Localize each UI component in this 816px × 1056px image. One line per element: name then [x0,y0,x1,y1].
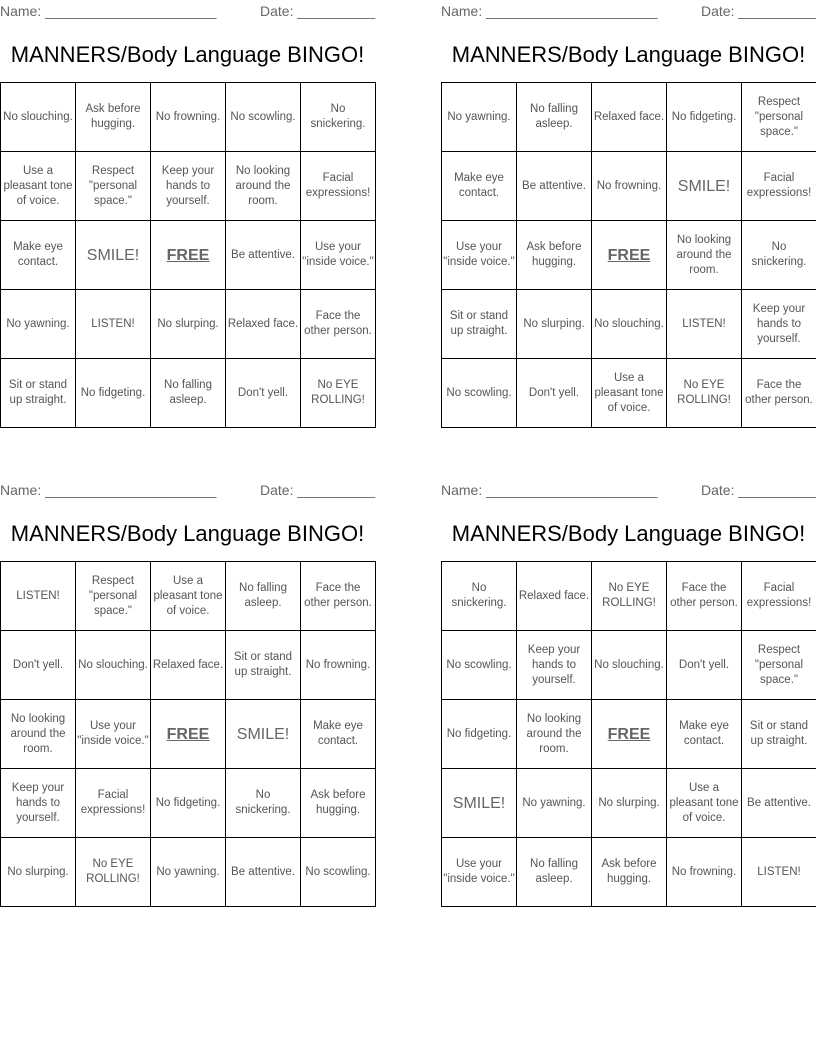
card-title: MANNERS/Body Language BINGO! [10,521,365,546]
bingo-row [442,359,816,428]
name-field-label: Name: ______________________ [441,482,658,498]
bingo-cell: No slouching. [76,631,151,700]
bingo-grid [0,82,376,428]
bingo-cell: Keep your hands to yourself. [151,152,226,221]
bingo-cell: Sit or stand up straight. [442,290,517,359]
bingo-cell: LISTEN! [76,290,151,359]
free-space-cell: FREE [592,700,667,769]
bingo-cell: Ask before hugging. [301,769,376,838]
card-title: MANNERS/Body Language BINGO! [10,42,365,67]
bingo-cell: Make eye contact. [1,221,76,290]
bingo-cell: No looking around the room. [1,700,76,769]
bingo-cell: No scowling. [301,838,376,907]
bingo-cell: Respect "personal space." [76,562,151,631]
bingo-cell: SMILE! [226,700,301,769]
card-header [441,0,816,22]
bingo-cell: Sit or stand up straight. [742,700,816,769]
bingo-cell: No falling asleep. [226,562,301,631]
bingo-cell: No snickering. [226,769,301,838]
bingo-cell: No frowning. [592,152,667,221]
bingo-cell: Keep your hands to yourself. [517,631,592,700]
bingo-card-2 [441,0,816,428]
free-space-cell: FREE [151,700,226,769]
bingo-cell: No slurping. [592,769,667,838]
bingo-cell: LISTEN! [742,838,816,907]
bingo-cell: SMILE! [442,769,517,838]
bingo-cell: Be attentive. [226,838,301,907]
bingo-cell: No fidgeting. [667,83,742,152]
bingo-cell: LISTEN! [667,290,742,359]
bingo-cell: Facial expressions! [301,152,376,221]
bingo-cell: No fidgeting. [151,769,226,838]
bingo-card-3 [0,479,375,907]
bingo-cell: Face the other person. [667,562,742,631]
bingo-cell: Respect "personal space." [76,152,151,221]
bingo-row [1,359,376,428]
bingo-row [1,631,376,700]
bingo-cell: No fidgeting. [76,359,151,428]
free-space-cell: FREE [151,221,226,290]
bingo-row [442,769,816,838]
bingo-cell: Make eye contact. [442,152,517,221]
bingo-cell: No yawning. [442,83,517,152]
bingo-cell: No slurping. [1,838,76,907]
bingo-cell: Relaxed face. [517,562,592,631]
bingo-cell: Face the other person. [301,290,376,359]
bingo-cell: No snickering. [442,562,517,631]
bingo-row [442,221,816,290]
bingo-row [1,769,376,838]
bingo-cell: Don't yell. [226,359,301,428]
bingo-cell: LISTEN! [1,562,76,631]
bingo-cell: Use a pleasant tone of voice. [667,769,742,838]
bingo-cell: No EYE ROLLING! [76,838,151,907]
date-field-label: Date: __________ [260,482,376,498]
bingo-cell: Don't yell. [1,631,76,700]
bingo-row [1,290,376,359]
bingo-cell: Use a pleasant tone of voice. [1,152,76,221]
bingo-cell: No snickering. [301,83,376,152]
bingo-row [442,562,816,631]
bingo-cell: SMILE! [667,152,742,221]
bingo-row [1,221,376,290]
bingo-cell: No slouching. [592,631,667,700]
name-field-label: Name: ______________________ [0,3,217,19]
bingo-cell: No yawning. [151,838,226,907]
bingo-row [442,838,816,907]
date-field-label: Date: __________ [701,3,816,19]
bingo-cell: Sit or stand up straight. [1,359,76,428]
card-title: MANNERS/Body Language BINGO! [451,42,806,67]
bingo-cell: No scowling. [442,359,517,428]
bingo-cell: No slurping. [151,290,226,359]
bingo-row [442,83,816,152]
bingo-row [1,562,376,631]
bingo-card-4 [441,479,816,907]
free-space-cell: FREE [592,221,667,290]
bingo-row [1,152,376,221]
bingo-cell: Relaxed face. [226,290,301,359]
bingo-cell: Don't yell. [517,359,592,428]
bingo-cell: Use a pleasant tone of voice. [151,562,226,631]
bingo-cell: Use a pleasant tone of voice. [592,359,667,428]
bingo-cell: Face the other person. [742,359,816,428]
bingo-cell: Be attentive. [517,152,592,221]
date-field-label: Date: __________ [260,3,376,19]
bingo-cell: No EYE ROLLING! [592,562,667,631]
bingo-cell: SMILE! [76,221,151,290]
bingo-cell: No fidgeting. [442,700,517,769]
bingo-grid [441,82,816,428]
bingo-cell: No yawning. [1,290,76,359]
bingo-cell: No slurping. [517,290,592,359]
bingo-row [442,700,816,769]
bingo-cell: No scowling. [226,83,301,152]
bingo-grid [0,561,376,907]
bingo-cell: Sit or stand up straight. [226,631,301,700]
bingo-cell: Use your "inside voice." [442,838,517,907]
bingo-cell: Facial expressions! [76,769,151,838]
bingo-cell: No looking around the room. [517,700,592,769]
bingo-cell: Use your "inside voice." [301,221,376,290]
bingo-cell: No EYE ROLLING! [301,359,376,428]
bingo-cell: No falling asleep. [517,83,592,152]
bingo-row [442,631,816,700]
bingo-cell: Face the other person. [301,562,376,631]
bingo-cell: Ask before hugging. [592,838,667,907]
bingo-cell: No falling asleep. [517,838,592,907]
bingo-cell: Be attentive. [742,769,816,838]
bingo-cell: No slouching. [1,83,76,152]
bingo-row [1,838,376,907]
bingo-row [442,152,816,221]
bingo-cell: Relaxed face. [151,631,226,700]
card-header [0,479,375,501]
bingo-cell: Use your "inside voice." [76,700,151,769]
bingo-cell: Relaxed face. [592,83,667,152]
date-field-label: Date: __________ [701,482,816,498]
bingo-cell: No looking around the room. [226,152,301,221]
bingo-cell: No EYE ROLLING! [667,359,742,428]
bingo-cell: No slouching. [592,290,667,359]
bingo-row [1,700,376,769]
bingo-cell: Don't yell. [667,631,742,700]
bingo-cell: No frowning. [667,838,742,907]
name-field-label: Name: ______________________ [0,482,217,498]
bingo-cell: No snickering. [742,221,816,290]
bingo-cell: Be attentive. [226,221,301,290]
bingo-cell: Keep your hands to yourself. [1,769,76,838]
bingo-cell: Use your "inside voice." [442,221,517,290]
bingo-cell: No falling asleep. [151,359,226,428]
name-field-label: Name: ______________________ [441,3,658,19]
card-header [0,0,375,22]
bingo-cell: No frowning. [151,83,226,152]
bingo-cell: No frowning. [301,631,376,700]
bingo-grid [441,561,816,907]
bingo-cell: Make eye contact. [301,700,376,769]
bingo-row [1,83,376,152]
bingo-cell: Respect "personal space." [742,631,816,700]
bingo-cell: Facial expressions! [742,562,816,631]
bingo-cell: Respect "personal space." [742,83,816,152]
bingo-card-1 [0,0,375,428]
bingo-cell: Make eye contact. [667,700,742,769]
bingo-cell: Ask before hugging. [76,83,151,152]
bingo-cell: No looking around the room. [667,221,742,290]
bingo-cell: Keep your hands to yourself. [742,290,816,359]
bingo-row [442,290,816,359]
bingo-cell: Ask before hugging. [517,221,592,290]
bingo-cell: No scowling. [442,631,517,700]
bingo-cell: Facial expressions! [742,152,816,221]
bingo-cell: No yawning. [517,769,592,838]
card-title: MANNERS/Body Language BINGO! [451,521,806,546]
card-header [441,479,816,501]
